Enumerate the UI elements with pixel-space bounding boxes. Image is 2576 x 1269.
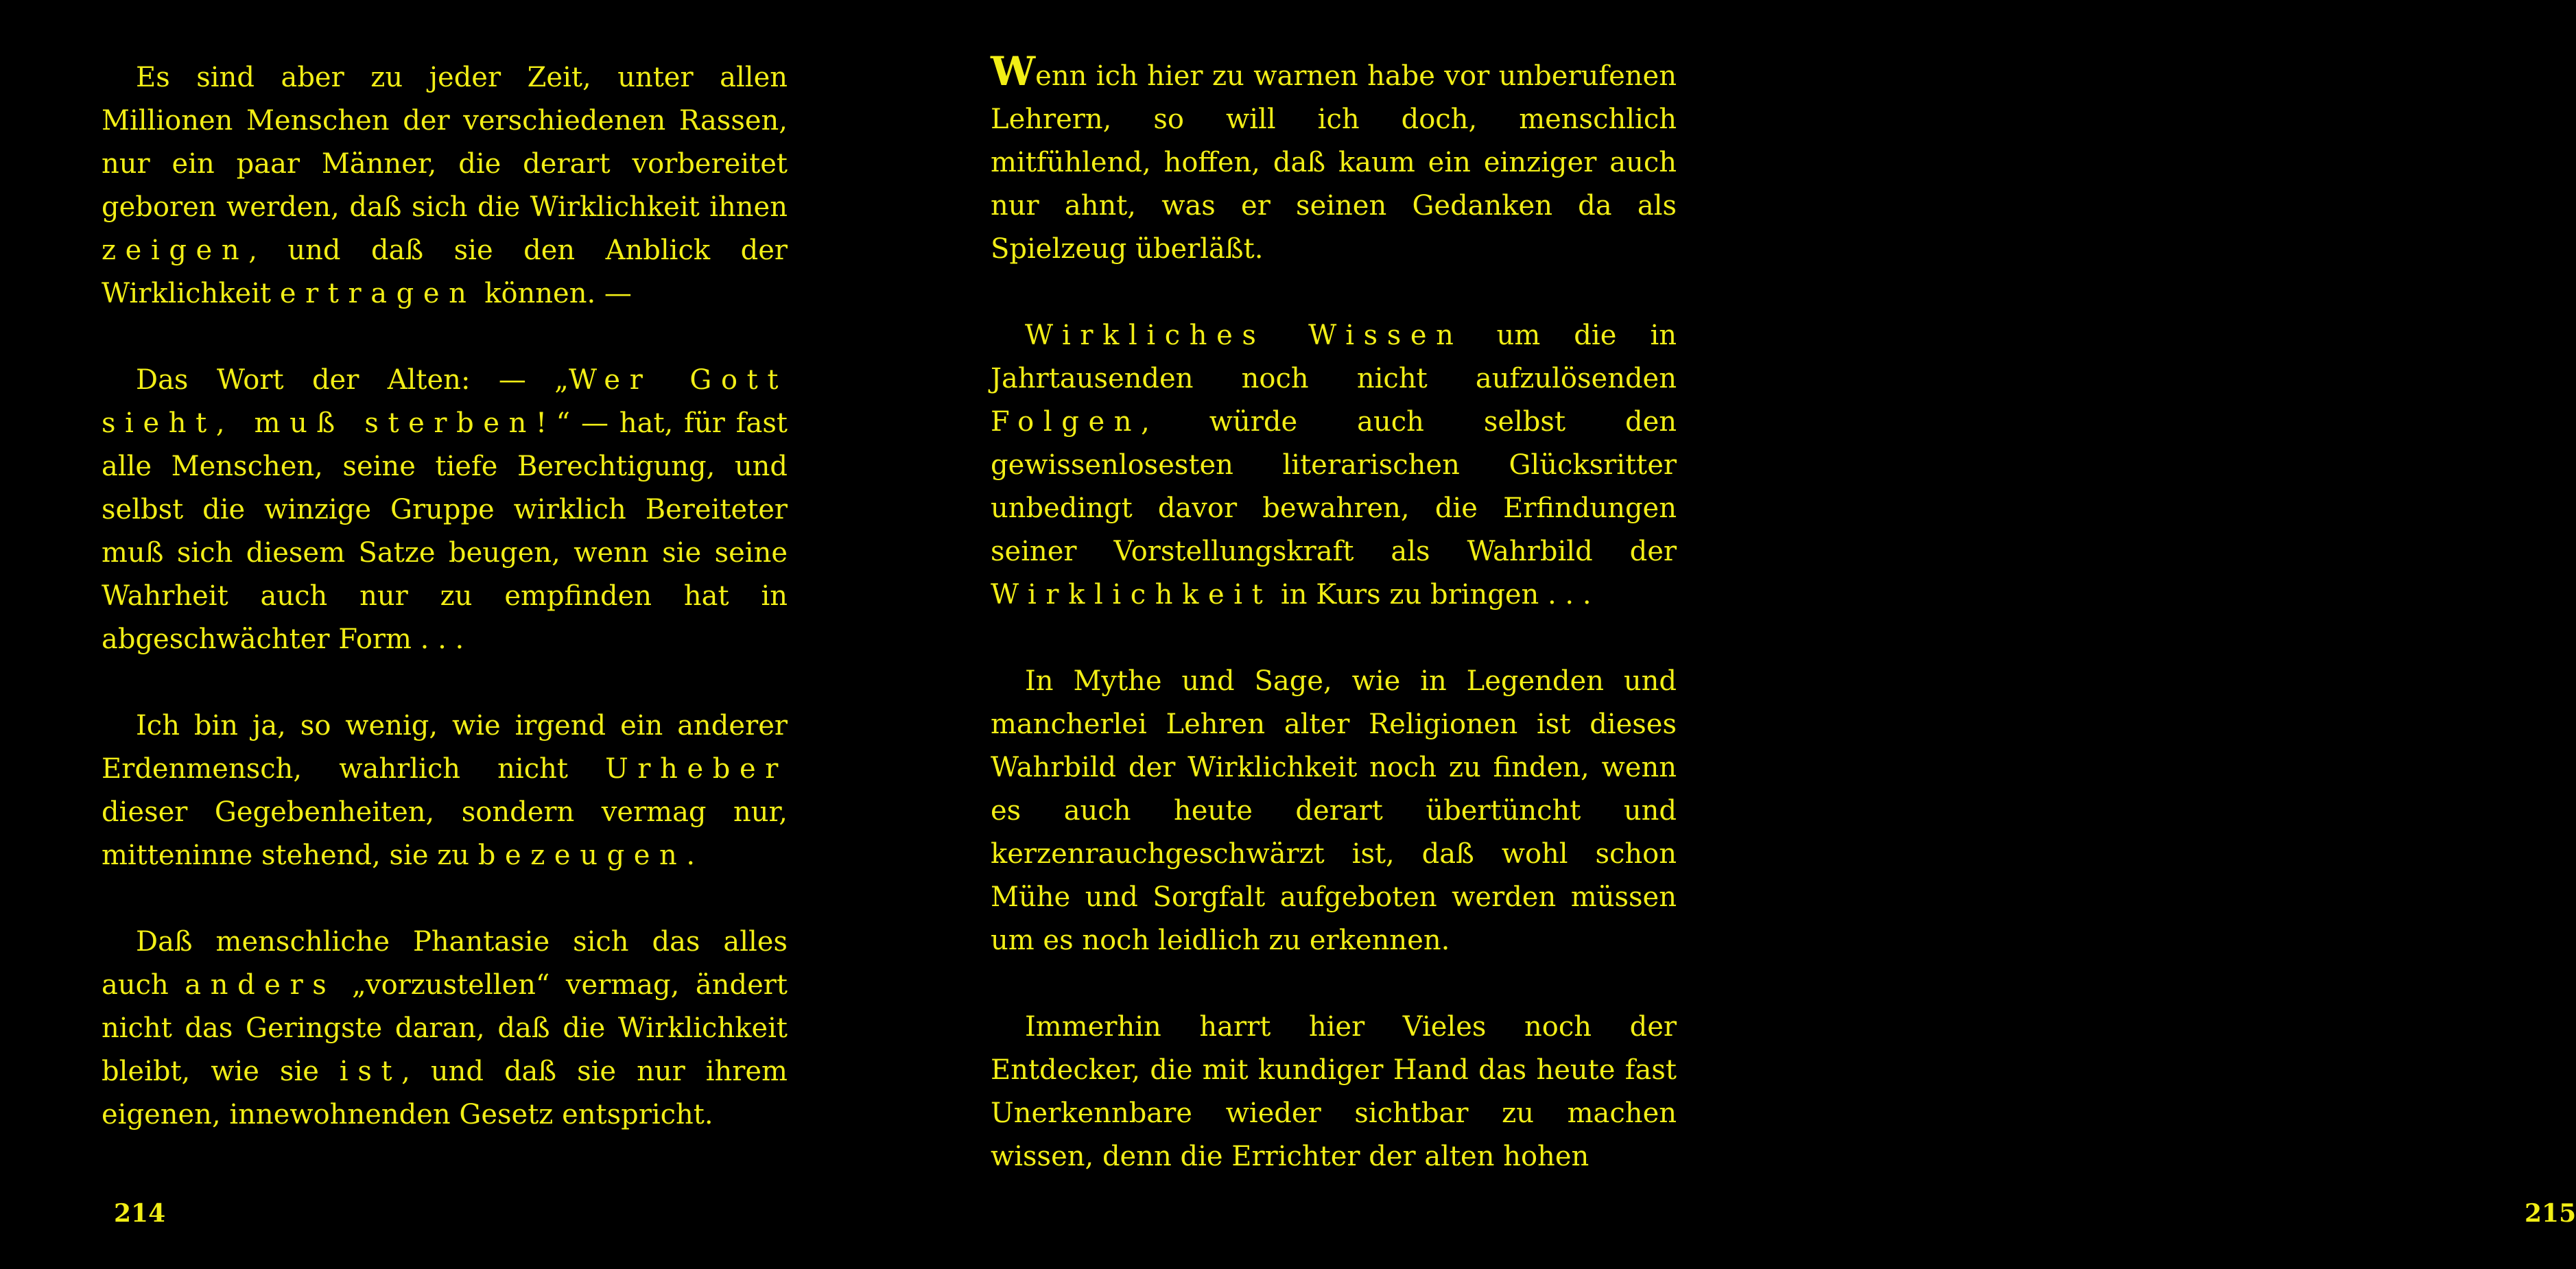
text-run: „vorzustellen“ vermag, ändert nicht das Geringste daran, daß die Wirklichkeit bleibt, wie sie <box>102 969 788 1087</box>
paragraph <box>102 704 788 877</box>
text-run: . <box>686 840 696 871</box>
text-run: in Kurs zu bringen . . . <box>1272 579 1592 610</box>
text-run: dieser Gegebenheiten, sondern vermag nur, mitteninne stehend, sie zu <box>102 796 788 871</box>
spaced-emphasis: Wirklichkeit <box>991 579 1273 610</box>
text-run: “ — hat, für fast alle Menschen, seine tiefe Berechtigung, und selbst die winzige Gruppe wirklich Bereiteter muß sich diesem Satze beugen, wenn sie seine Wahrheit auch nur zu empfinden hat in abgeschwächter Form . . . <box>102 407 788 655</box>
right-page <box>892 0 2576 1269</box>
text-run: , würde auch selbst den gewissenlosesten literarischen Glücksritter unbedingt davor bewahren, die Erfindungen seiner Vorstellungskraft als Wahrbild der <box>991 406 1677 567</box>
paragraph <box>991 660 1677 962</box>
paragraph <box>991 1006 1677 1178</box>
text-run: Ich bin ja, so wenig, wie irgend ein anderer Erdenmensch, wahrlich nicht <box>102 710 788 785</box>
text-run: um die in Jahrtausenden noch nicht aufzulösenden <box>991 320 1677 394</box>
text-run: In Mythe und Sage, wie in Legenden und mancherlei Lehren alter Religionen ist dieses Wahrbild der Wirklichkeit noch zu finden, wenn es auch heute derart übertüncht und kerzenrauchgeschwärzt ist, daß wohl schon Mühe und Sorgfalt aufgeboten werden müssen um es noch leidlich zu erkennen. <box>991 665 1677 956</box>
paragraph <box>991 314 1677 617</box>
text-run: können. — <box>475 278 632 309</box>
text-run: , und daß sie nur ihrem eigenen, innewohnenden Gesetz entspricht. <box>102 1056 788 1130</box>
left-page-text <box>102 56 788 1180</box>
page-number-left: 214 <box>114 1199 166 1228</box>
text-run: Daß menschliche Phantasie sich das alles auch <box>102 926 788 1001</box>
spaced-emphasis: Folgen <box>991 406 1142 438</box>
text-run: enn ich hier zu warnen habe vor unberufenen Lehrern, so will ich doch, menschlich mitfühlend, hoffen, daß kaum ein einziger auch nur ahnt, was er seinen Gedanken da als Spielzeug überläßt. <box>991 60 1677 265</box>
spaced-emphasis: bezeugen <box>477 840 687 871</box>
text-run: , und daß sie den Anblick der Wirklichkeit <box>102 235 788 309</box>
paragraph <box>102 56 788 316</box>
spaced-emphasis: Wer Gott sieht, muß sterben! <box>102 364 788 439</box>
text-run: Es sind aber zu jeder Zeit, unter allen Millionen Menschen der verschiedenen Rassen, nur ein paar Männer, die derart vorbereitet geboren werden, daß sich die Wirklichkeit ihnen <box>102 62 788 223</box>
spaced-emphasis: anders <box>185 969 336 1001</box>
left-page <box>0 0 892 1269</box>
spaced-emphasis: Wirkliches Wissen <box>1025 320 1463 351</box>
spaced-emphasis: Urheber <box>605 753 788 785</box>
page-number-right: 215 <box>2525 1199 2576 1228</box>
spaced-emphasis: ist <box>339 1056 402 1087</box>
spaced-emphasis: zeigen <box>102 235 249 266</box>
spaced-emphasis: ertragen <box>279 278 476 309</box>
drop-initial: W <box>991 48 1036 95</box>
paragraph <box>102 359 788 661</box>
paragraph <box>102 921 788 1137</box>
right-page-text <box>991 48 1677 1222</box>
paragraph <box>991 48 1677 271</box>
text-run: Das Wort der Alten: — „ <box>136 364 569 396</box>
text-run: Immerhin harrt hier Vieles noch der Entdecker, die mit kundiger Hand das heute fast Unerkennbare wieder sichtbar zu machen wissen, denn die Errichter der alten hohen <box>991 1011 1677 1172</box>
